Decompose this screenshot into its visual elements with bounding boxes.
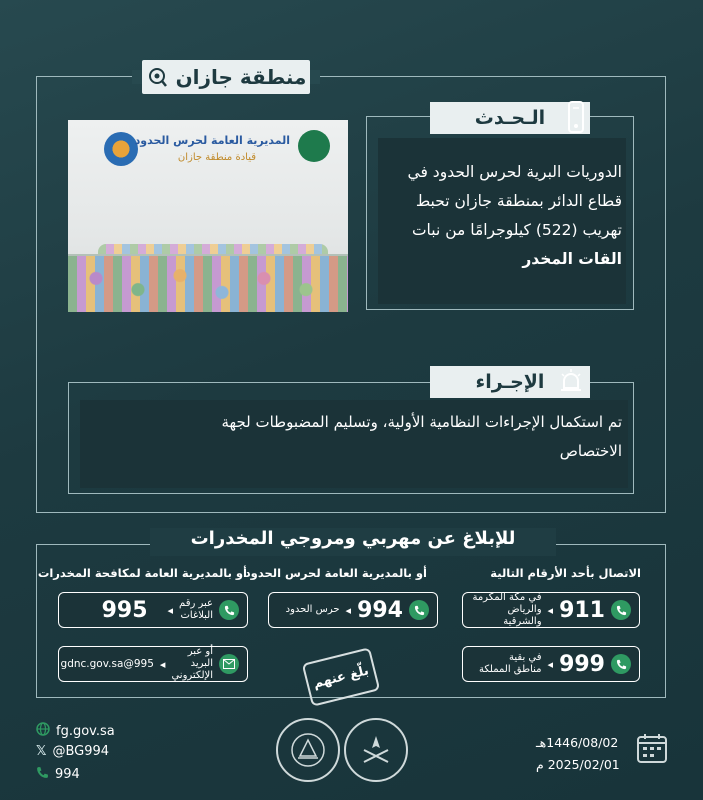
makkah-number: 911 (559, 597, 605, 623)
hijri-date: 1446/08/02هـ (536, 735, 619, 750)
photo-banner-text-2: قيادة منطقة جازان (177, 152, 256, 163)
arrow-icon: ◂ (345, 603, 352, 617)
phone-icon (611, 654, 631, 674)
report-col-mid-head: أو بالمديرية العامة لحرس الحدود (244, 566, 427, 580)
email-address: 995@gdnc.gov.sa (60, 658, 154, 670)
event-text: الدوريات البرية لحرس الحدود في قطاع الدائر بمنطقة جازان تحبط تهريب (522) كيلوجرامًا من نبات القات المخدر (407, 163, 622, 268)
arrow-icon: ◂ (159, 657, 166, 671)
border-label: حرس الحدود (285, 604, 340, 615)
hotline-number: 995 (101, 597, 148, 623)
rest-regions: في بقية مناطق المملكة (479, 652, 542, 675)
phone-icon (611, 600, 631, 620)
footer-x-handle[interactable]: 𝕏 @BG994 (36, 744, 110, 759)
report-col-right-head: الاتصال بأحد الأرقام التالية (490, 566, 641, 580)
arrow-icon: ◂ (547, 603, 554, 617)
arrow-icon: ◂ (167, 603, 174, 617)
hotline-number-pill[interactable] (58, 592, 248, 628)
gregorian-date: 2025/02/01 م (536, 757, 620, 772)
makkah-regions: في مكة المكرمة والرياض والشرقية (472, 592, 542, 627)
makkah-number-pill[interactable] (462, 592, 640, 628)
action-text: تم استكمال الإجراءات النظامية الأولية، وتسليم المضبوطات لجهة الاختصاص (221, 413, 622, 460)
action-title: الإجـراء (430, 366, 590, 398)
email-icon (219, 654, 239, 674)
email-pill[interactable] (58, 646, 248, 682)
footer-website[interactable]: fg.gov.sa (36, 722, 115, 740)
event-title: الـحـدث (430, 102, 590, 134)
photo-banner-text-1: المديرية العامة لحرس الحدود (134, 134, 290, 147)
report-stamp: بلّغ عنهم (302, 647, 381, 707)
rest-number-pill[interactable] (462, 646, 640, 682)
location-search-icon (146, 66, 168, 88)
seized-bundles (68, 254, 348, 312)
phone-icon (409, 600, 429, 620)
saudi-emblem-logo (298, 130, 330, 162)
border-guard-seal (276, 718, 340, 782)
calendar-icon (636, 732, 668, 768)
border-number-pill[interactable] (268, 592, 438, 628)
saudi-emblem-seal (344, 718, 408, 782)
email-label: أو عبر البريد الإلكتروني (171, 646, 213, 681)
phone-icon (219, 600, 239, 620)
arrow-icon: ◂ (547, 657, 554, 671)
hotline-label: عبر رقم البلاغات (179, 598, 213, 621)
border-guard-logo (104, 132, 138, 166)
globe-icon (36, 722, 50, 740)
seizure-photo (68, 120, 348, 312)
phone-icon (36, 766, 49, 783)
siren-icon (558, 368, 584, 398)
report-title: للإبلاغ عن مهربي ومروجي المخدرات (150, 528, 556, 556)
x-logo-icon: 𝕏 (36, 744, 47, 759)
rest-number: 999 (559, 651, 605, 677)
region-label (142, 60, 310, 94)
report-col-left-head: أو بالمديرية العامة لمكافحة المخدرات (37, 566, 247, 580)
border-number: 994 (357, 597, 403, 623)
region-label-text: منطقة جازان (175, 65, 307, 89)
footer-phone[interactable]: 994 (36, 766, 80, 783)
mobile-phone-icon (566, 100, 586, 138)
